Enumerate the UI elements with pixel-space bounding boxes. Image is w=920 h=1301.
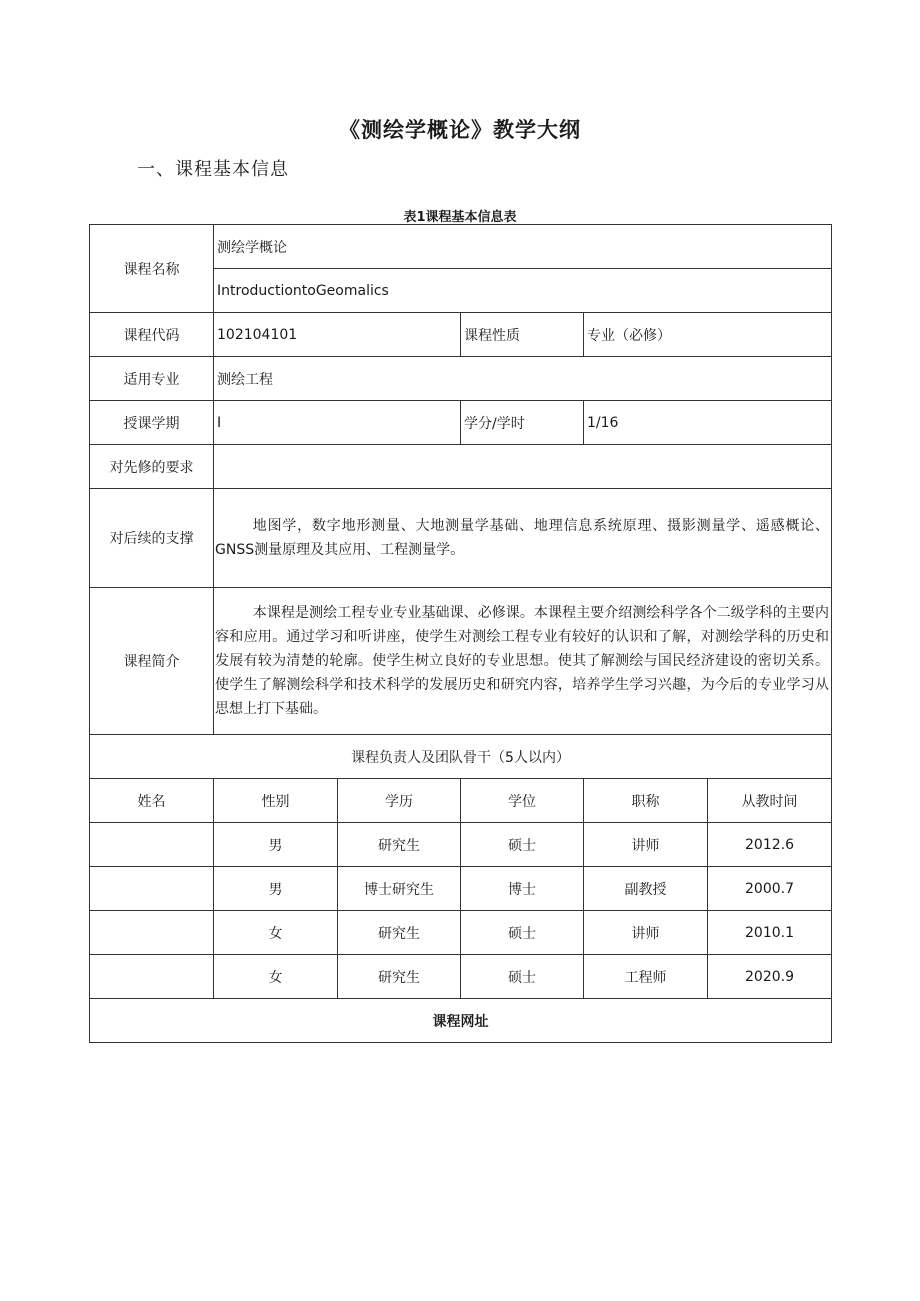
intro-label: 课程简介 [90, 588, 214, 735]
prereq-row [90, 445, 832, 489]
intro-row [90, 588, 832, 735]
course-name-row [90, 225, 832, 269]
course-code-value: 102104101 [214, 313, 461, 357]
member-name [90, 955, 214, 999]
course-info-table [89, 224, 832, 1043]
team-col-gender: 性别 [214, 779, 338, 823]
credit-label: 学分/学时 [461, 401, 584, 445]
support-row [90, 489, 832, 588]
support-label: 对后续的支撑 [90, 489, 214, 588]
support-text: 地图学，数字地形测量、大地测量学基础、地理信息系统原理、摄影测量学、遥感概论、GNSS测量原理及其应用、工程测量学。 [214, 489, 832, 588]
team-col-degree: 学位 [461, 779, 584, 823]
major-row [90, 357, 832, 401]
team-col-teaching-since: 从教时间 [708, 779, 832, 823]
credit-value: 1/16 [584, 401, 832, 445]
term-value: I [214, 401, 461, 445]
major-label: 适用专业 [90, 357, 214, 401]
member-teaching-since: 2020.9 [708, 955, 832, 999]
table-row [90, 911, 832, 955]
member-education: 研究生 [338, 911, 461, 955]
team-col-name: 姓名 [90, 779, 214, 823]
member-teaching-since: 2000.7 [708, 867, 832, 911]
course-code-label: 课程代码 [90, 313, 214, 357]
table-row [90, 867, 832, 911]
team-heading-row [90, 735, 832, 779]
member-teaching-since: 2010.1 [708, 911, 832, 955]
table-row [90, 823, 832, 867]
section-heading: 一、课程基本信息 [137, 159, 289, 180]
member-education: 研究生 [338, 955, 461, 999]
course-name-en: IntroductiontoGeomalics [214, 269, 832, 313]
intro-text: 本课程是测绘工程专业专业基础课、必修课。本课程主要介绍测绘科学各个二级学科的主要内容和应用。通过学习和听讲座，使学生对测绘工程专业有较好的认识和了解，对测绘学科的历史和发展有较为清楚的轮廓。使学生树立良好的专业思想。使其了解测绘与国民经济建设的密切关系。使学生了解测绘科学和技术科学的发展历史和研究内容，培养学生学习兴趣，为今后的专业学习从思想上打下基础。 [214, 588, 832, 735]
member-gender: 女 [214, 955, 338, 999]
prereq-label: 对先修的要求 [90, 445, 214, 489]
member-teaching-since: 2012.6 [708, 823, 832, 867]
course-name-cn: 测绘学概论 [214, 225, 832, 269]
member-title: 工程师 [584, 955, 708, 999]
team-header-row [90, 779, 832, 823]
member-degree: 硕士 [461, 955, 584, 999]
website-row [90, 999, 832, 1043]
team-col-education: 学历 [338, 779, 461, 823]
table-caption: 表1课程基本信息表 [403, 210, 517, 225]
website-heading: 课程网址 [90, 999, 832, 1043]
team-col-title: 职称 [584, 779, 708, 823]
member-education: 博士研究生 [338, 867, 461, 911]
member-degree: 博士 [461, 867, 584, 911]
course-nature-label: 课程性质 [461, 313, 584, 357]
page-title: 《测绘学概论》教学大纲 [339, 118, 581, 142]
member-education: 研究生 [338, 823, 461, 867]
member-degree: 硕士 [461, 823, 584, 867]
member-title: 讲师 [584, 823, 708, 867]
member-gender: 女 [214, 911, 338, 955]
course-nature-value: 专业（必修） [584, 313, 832, 357]
member-title: 副教授 [584, 867, 708, 911]
member-name [90, 823, 214, 867]
course-code-row [90, 313, 832, 357]
major-value: 测绘工程 [214, 357, 832, 401]
member-gender: 男 [214, 823, 338, 867]
table-row [90, 955, 832, 999]
member-gender: 男 [214, 867, 338, 911]
member-name [90, 911, 214, 955]
term-label: 授课学期 [90, 401, 214, 445]
term-row [90, 401, 832, 445]
member-name [90, 867, 214, 911]
course-name-label: 课程名称 [90, 225, 214, 313]
prereq-value [214, 445, 832, 489]
team-heading: 课程负责人及团队骨干（5人以内） [90, 735, 832, 779]
member-degree: 硕士 [461, 911, 584, 955]
member-title: 讲师 [584, 911, 708, 955]
